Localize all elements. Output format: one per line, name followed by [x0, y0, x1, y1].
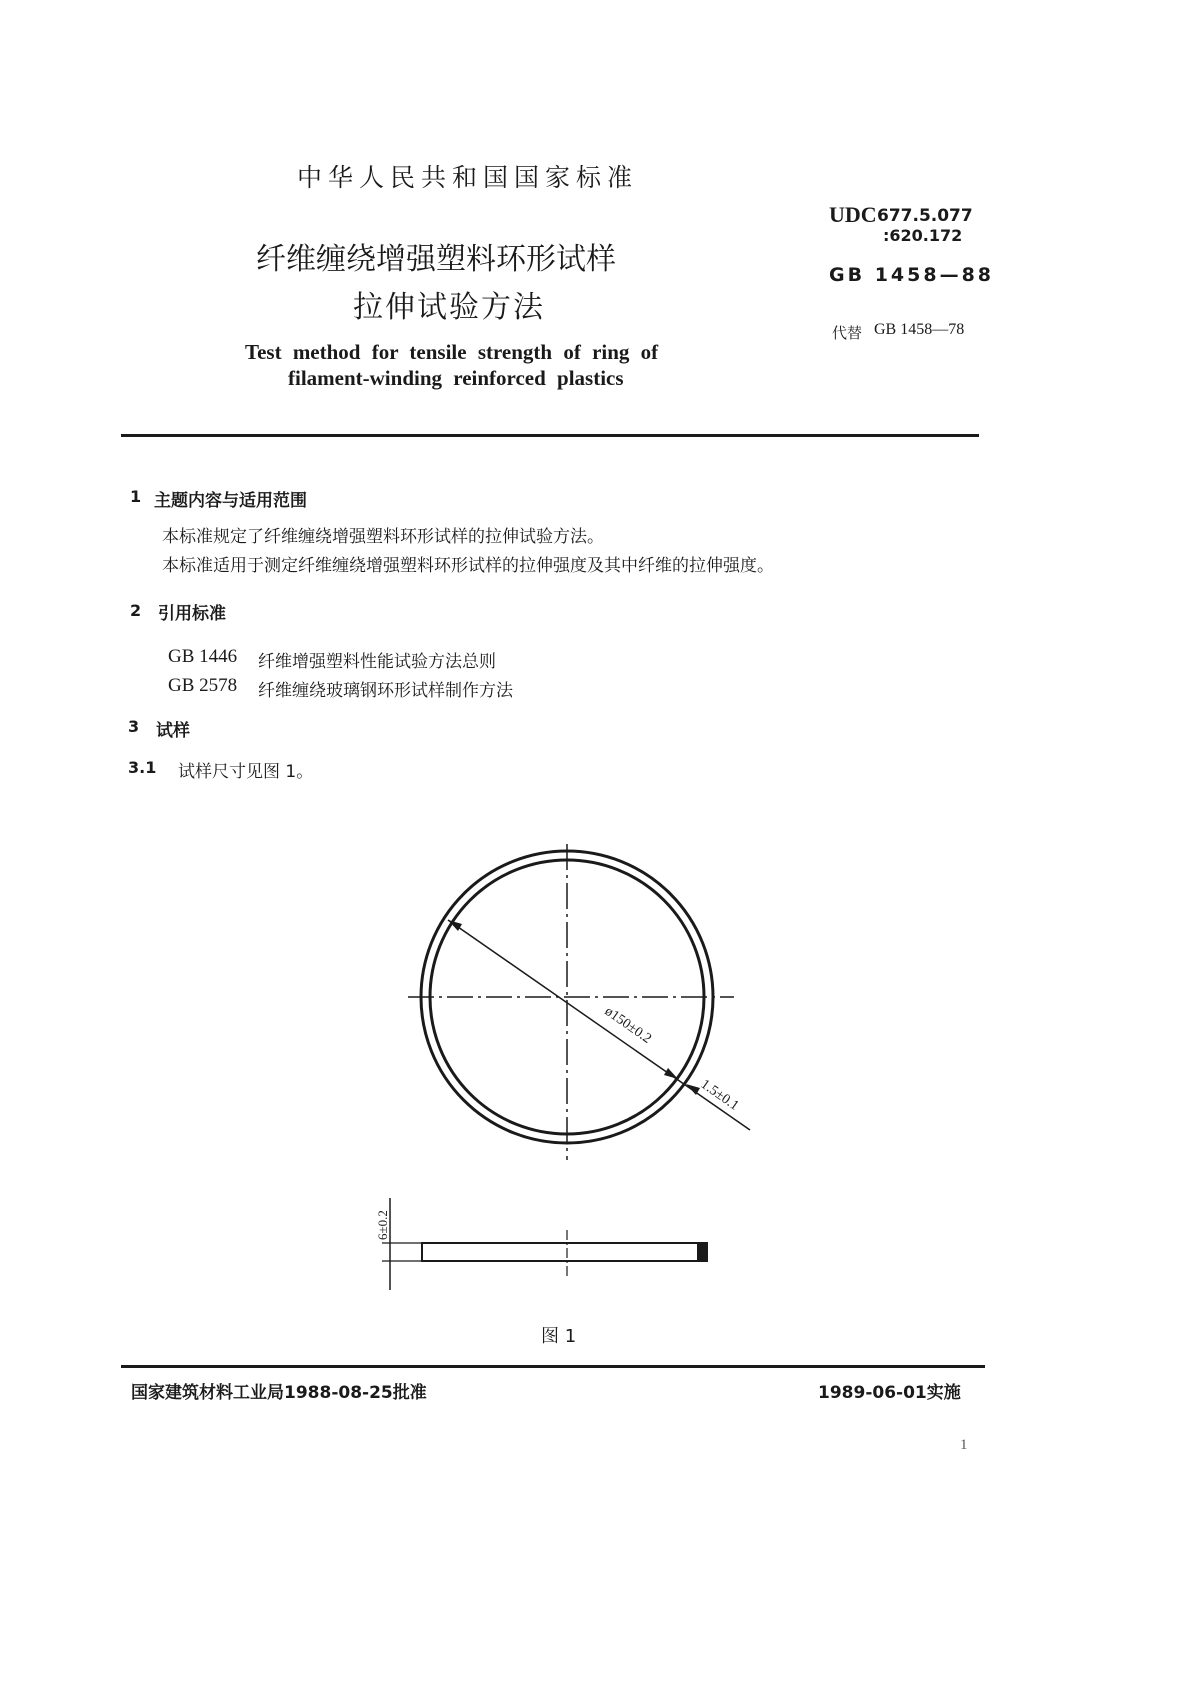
title-en-line1: Test method for tensile strength of ring of — [245, 340, 659, 364]
section-1-paragraph-2: 本标准适用于测定纤维缠绕增强塑料环形试样的拉伸强度及其中纤维的拉伸强度。 — [162, 556, 774, 576]
side-view-section-mark — [697, 1243, 707, 1261]
reference-2-title: 纤维缠绕玻璃钢环形试样制作方法 — [258, 681, 513, 701]
title-cn-line1: 纤维缠绕增强塑料环形试样 — [256, 242, 616, 277]
side-view-ring-profile — [422, 1243, 707, 1261]
udc-code-2: :620.172 — [883, 226, 963, 245]
national-standard-heading: 中华人民共和国国家标准 — [297, 163, 639, 192]
section-3-number: 3 — [128, 717, 140, 736]
section-2-heading: 引用标准 — [158, 604, 226, 624]
section-3-1-text: 试样尺寸见图 1。 — [178, 762, 314, 782]
reference-1-title: 纤维增强塑料性能试验方法总则 — [258, 652, 496, 672]
figure-1-drawing — [360, 830, 780, 1300]
figure-1-caption: 图 1 — [541, 1326, 577, 1347]
replaces-number: GB 1458—78 — [874, 321, 965, 338]
title-cn-line2: 拉伸试验方法 — [353, 290, 545, 325]
reference-1-code: GB 1446 — [168, 646, 238, 667]
standard-number: GB 1458—88 — [829, 264, 995, 286]
udc-label: UDC — [829, 202, 877, 227]
diameter-label: ø150±0.2 — [601, 1003, 654, 1047]
ring-thickness-label: 1.5±0.1 — [697, 1076, 742, 1114]
page-number: 1 — [960, 1437, 968, 1453]
udc-code-1: 677.5.077 — [877, 206, 973, 226]
title-en-line2: filament-winding reinforced plastics — [288, 366, 624, 390]
width-label: 6±0.2 — [375, 1210, 390, 1240]
footer-divider — [121, 1365, 985, 1368]
effective-date: 1989-06-01实施 — [818, 1383, 961, 1403]
section-1-heading: 主题内容与适用范围 — [154, 491, 307, 511]
section-3-heading: 试样 — [156, 721, 190, 741]
section-3-1-number: 3.1 — [128, 758, 157, 777]
diameter-arrow-lower — [664, 1068, 678, 1079]
section-1-paragraph-1: 本标准规定了纤维缠绕增强塑料环形试样的拉伸试验方法。 — [162, 527, 604, 547]
section-1-number: 1 — [130, 487, 142, 506]
replaces-label: 代替 — [832, 324, 863, 342]
reference-2-code: GB 2578 — [168, 675, 238, 696]
header-divider — [121, 434, 979, 437]
section-2-number: 2 — [130, 601, 142, 620]
approval-statement: 国家建筑材料工业局1988-08-25批准 — [131, 1383, 427, 1403]
